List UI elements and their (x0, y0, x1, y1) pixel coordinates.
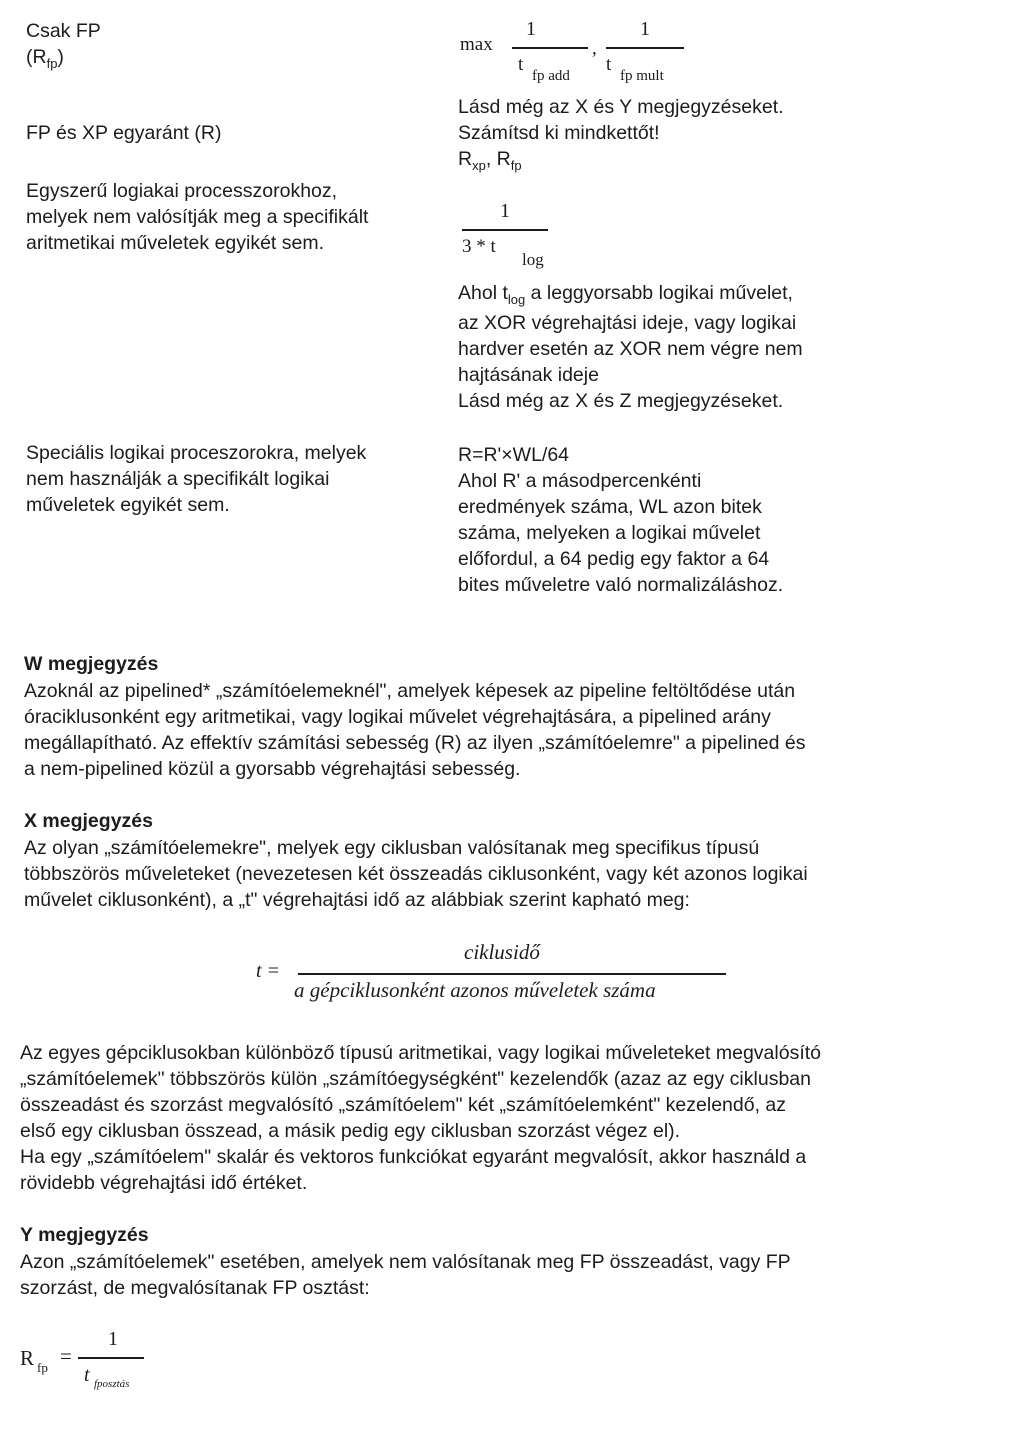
note-x-body: Az olyan „számítóelemekre", melyek egy ciklusban valósítanak meg specifikus típusú többszörös műveleteket (nevezetesen két összeadás ciklusonként, vagy két azonos logikai művelet ciklusonként), a „t" végrehajtási idő az alábbiak szerint kapható meg: (24, 837, 808, 911)
row-special-logic-formula: R=R'×WL/64 (458, 444, 570, 466)
row-fp-xp-label: FP és XP egyaránt (R) (26, 122, 222, 144)
row-fp-xp-note-2: Számítsd ki mindkettőt! (458, 122, 660, 144)
t-num: ciklusidő (464, 940, 540, 964)
fraction-bar (78, 1357, 144, 1359)
max-den-2-t: t (606, 54, 612, 75)
row-fp-only-label: Csak FP $(R_{fp})$ (26, 20, 101, 71)
max-num-1: 1 (526, 18, 536, 40)
max-word: max (460, 34, 493, 55)
row-simple-logic-desc-2: az XOR végrehajtási ideje, vagy logikai hardver esetén az XOR nem végre nem hajtásának ideje Lásd még az X és Z megjegyzéseket. (458, 312, 803, 412)
row-simple-logic-label: Egyszerű logiakai processzorokhoz, melyek nem valósítják meg a specifikált aritmetikai műveletek egyikét sem. (26, 180, 369, 254)
note-x-title: X megjegyzés (24, 810, 153, 832)
row-special-logic-label: Speciális logikai proceszorokra, melyek nem használják a specifikált logikai műveletek egyikét sem. (26, 442, 367, 516)
note-w-body: Azoknál az pipelined* „számítóelemeknél", amelyek képesek az pipeline feltöltődése után óraciklusonként egy aritmetikai, vagy logikai művelet végrehajtására, a pipelined arány megállapítható. Az effektív számítási sebesség (R) az ilyen „számítóelemre" a pipelined és a nem-pipelined közül a gyorsabb végrehajtási sebesség. (24, 680, 806, 780)
t-den: a gépciklusonként azonos műveletek száma (294, 978, 656, 1002)
formula-rfp (20, 1326, 180, 1398)
t-lhs: t = (256, 960, 281, 982)
max-den-1-sub: fp add (532, 68, 570, 84)
max-den-1-t: t (518, 54, 524, 75)
max-comma: , (592, 38, 597, 59)
formula-max (460, 16, 700, 92)
log-den-sub: log (522, 250, 544, 269)
log-den: 3 * t (462, 236, 496, 257)
fraction-bar (462, 229, 548, 231)
note-w-title: W megjegyzés (24, 653, 159, 675)
row-simple-logic-desc-1: Ahol $t_{log}$ a leggyorsabb logikai művelet, (458, 282, 793, 307)
row-fp-xp-rates: $R_{xp}$, $R_{fp}$ (458, 148, 522, 173)
note-x-after: Az egyes gépciklusokban különböző típusú aritmetikai, vagy logikai műveleteket megvalósító „számítóelemek" többszörös külön „számítóegységként" kezelendők (azaz az egy ciklusban összeadást és szorzást megvalósító „számítóelem" két „számítóelemként" kezelendő, az első egy ciklusban összead, a másik pedig egy ciklusban szorzást végez el). Ha egy „számítóelem" skalár és vektoros funkciókat egyaránt megvalósít, akkor használd a rövidebb végrehajtási idő értéket. (20, 1042, 822, 1194)
row-special-logic-desc: Ahol R' a másodpercenkénti eredmények száma, WL azon bitek száma, melyeken a logikai művelet előfordul, a 64 pedig egy faktor a 64 bites műveletre való normalizáláshoz. (458, 470, 784, 596)
fraction-bar (606, 47, 684, 49)
log-num: 1 (500, 200, 510, 222)
rfp-den-t: t (84, 1364, 90, 1386)
note-y-title: Y megjegyzés (20, 1224, 149, 1246)
fraction-bar (298, 973, 726, 975)
max-num-2: 1 (640, 18, 650, 40)
rfp-lhs-sub: fp (37, 1360, 48, 1375)
formula-t (250, 938, 740, 1008)
rfp-den-sub: fposztás (94, 1378, 130, 1390)
fraction-bar (512, 47, 588, 49)
rfp-num: 1 (108, 1328, 118, 1350)
rfp-eq: = (60, 1344, 72, 1368)
rfp-lhs: R (20, 1346, 35, 1370)
note-y-body: Azon „számítóelemek" esetében, amelyek nem valósítanak meg FP összeadást, vagy FP szorzást, de megvalósítanak FP osztást: (20, 1251, 791, 1299)
row-fp-xp-note-1: Lásd még az X és Y megjegyzéseket. (458, 96, 784, 118)
formula-log (460, 198, 560, 276)
max-den-2-sub: fp mult (620, 68, 664, 84)
